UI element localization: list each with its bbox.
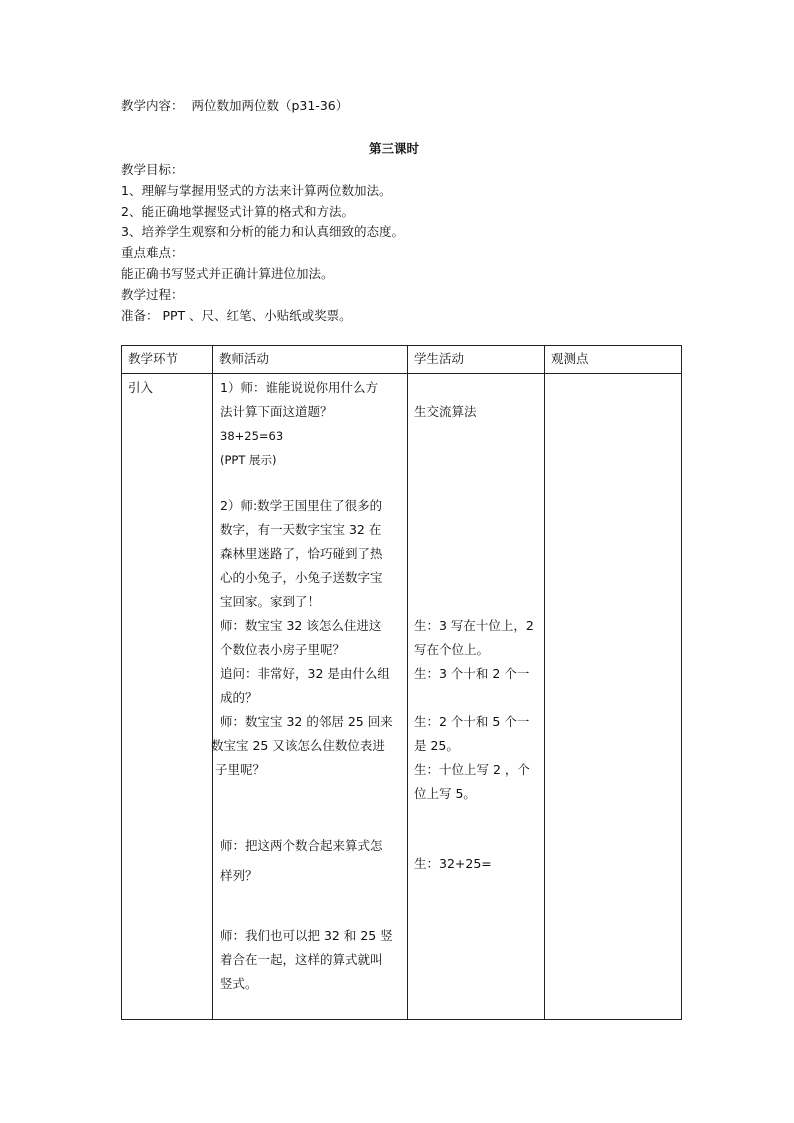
teacher-line: 师：我们也可以把 32 和 25 竖 — [220, 928, 393, 943]
teacher-line: 1）师：谁能说说你用什么方 — [220, 380, 378, 395]
lesson-title: 第三课时 — [369, 141, 420, 156]
teacher-line: 38+25=63 — [220, 429, 284, 443]
student-line: 写在个位上。 — [414, 642, 490, 657]
table-row — [122, 374, 682, 1020]
teacher-line: 心的小兔子，小兔子送数字宝 — [220, 570, 383, 585]
header-observation: 观测点 — [545, 346, 682, 374]
key-points-heading: 重点难点： — [121, 245, 184, 260]
header-stage: 教学环节 — [122, 346, 213, 374]
teacher-line: 数字，有一天数字宝宝 32 在 — [220, 522, 382, 537]
content-line — [121, 96, 348, 116]
student-line: 位上写 5。 — [414, 786, 476, 801]
teacher-line: 2）师:数学王国里住了很多的 — [220, 498, 383, 513]
student-line: 是 25。 — [414, 738, 459, 753]
teacher-line: 竖式。 — [220, 976, 258, 991]
teacher-line: 师：数宝宝 32 该怎么住进这 — [220, 618, 382, 633]
objective-item: 3、培养学生观察和分析的能力和认真细致的态度。 — [121, 224, 404, 239]
teacher-line: 着合在一起，这样的算式就叫 — [220, 952, 383, 967]
process-heading: 教学过程： — [121, 287, 184, 302]
objective-item: 1、理解与掌握用竖式的方法来计算两位数加法。 — [121, 183, 392, 198]
observation-cell — [545, 374, 682, 1020]
lesson-table — [121, 345, 682, 1020]
teacher-line: 宝回家。家到了！ — [220, 594, 321, 609]
teacher-line: 数宝宝 25 又该怎么住数位表进 — [211, 738, 385, 753]
objectives-heading: 教学目标： — [121, 162, 184, 177]
student-cell — [408, 374, 545, 1020]
student-line: 生：十位上写 2 ，个 — [414, 762, 530, 777]
teacher-line: 成的？ — [220, 690, 258, 705]
content-label: 教学内容： — [121, 98, 184, 113]
teacher-line: 森林里迷路了，恰巧碰到了热 — [220, 546, 383, 561]
teacher-line: (PPT 展示) — [220, 453, 277, 467]
teacher-line: 追问：非常好，32 是由什么组 — [220, 666, 390, 681]
student-line: 生：32+25= — [414, 856, 492, 871]
stage-label: 引入 — [128, 380, 154, 395]
teacher-line: 师：数宝宝 32 的邻居 25 回来 — [220, 714, 393, 729]
student-line: 生交流算法 — [414, 404, 477, 419]
key-points-text: 能正确书写竖式并正确计算进位加法。 — [121, 266, 334, 281]
stage-cell — [122, 374, 213, 1020]
header-student: 学生活动 — [408, 346, 545, 374]
teacher-line: 样列？ — [220, 868, 258, 883]
table-header-row — [122, 346, 682, 374]
header-teacher: 教师活动 — [213, 346, 408, 374]
process-prep: 准备： PPT 、尺、红笔、小贴纸或奖票。 — [121, 308, 352, 323]
teacher-line: 法计算下面这道题？ — [220, 404, 333, 419]
student-line: 生：3 个十和 2 个一 — [414, 666, 530, 681]
teacher-line: 子里呢？ — [215, 762, 266, 777]
student-line: 生：3 写在十位上，2 — [414, 618, 534, 633]
student-line: 生：2 个十和 5 个一 — [414, 714, 530, 729]
content-value: 两位数加两位数（p31-36） — [191, 98, 349, 113]
teacher-line: 师：把这两个数合起来算式怎 — [220, 838, 383, 853]
teacher-line: 个数位表小房子里呢？ — [220, 642, 346, 657]
objective-item: 2、能正确地掌握竖式计算的格式和方法。 — [121, 204, 354, 219]
teacher-cell — [213, 374, 408, 1020]
